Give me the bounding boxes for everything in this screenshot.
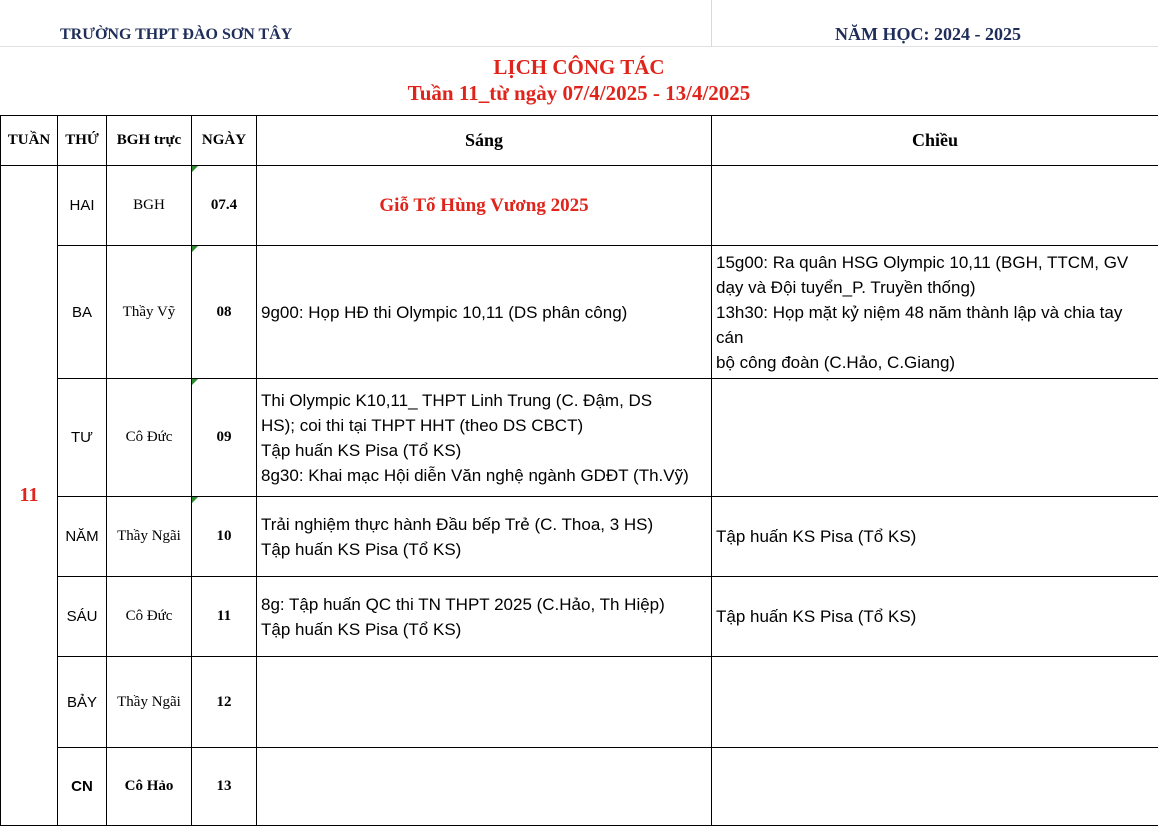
bgh-cell: Thầy Ngãi [107, 657, 192, 748]
header-divider [711, 0, 712, 46]
day-cell: BẢY [58, 657, 107, 748]
page-title: LỊCH CÔNG TÁC [0, 55, 1158, 80]
schedule-table [0, 115, 1158, 826]
table-row [1, 379, 1158, 497]
morning-cell [257, 657, 712, 748]
date-cell [192, 246, 257, 379]
col-header-week: TUẦN [1, 116, 58, 166]
date-cell [192, 497, 257, 577]
cell-marker [192, 246, 198, 252]
date-cell [192, 379, 257, 497]
bgh-cell: Cô Đức [107, 577, 192, 657]
table-header-row [1, 116, 1158, 166]
cell-marker [192, 379, 198, 385]
morning-line: 8g30: Khai mạc Hội diễn Văn nghệ ngành GDĐT (Th.Vỹ) [261, 463, 707, 488]
date-cell [192, 166, 257, 246]
date-cell [192, 657, 257, 748]
day-cell: CN [58, 748, 107, 826]
date-text: 08 [217, 304, 232, 320]
table-row [1, 497, 1158, 577]
col-header-bgh: BGH trực [107, 116, 192, 166]
cell-marker [192, 497, 198, 503]
afternoon-cell [712, 246, 1158, 379]
school-year: NĂM HỌC: 2024 - 2025 [835, 24, 1021, 45]
day-cell: NĂM [58, 497, 107, 577]
col-header-morning: Sáng [257, 116, 712, 166]
afternoon-cell [712, 657, 1158, 748]
afternoon-cell [712, 166, 1158, 246]
morning-cell [257, 497, 712, 577]
afternoon-line: Tập huấn KS Pisa (Tổ KS) [716, 604, 1154, 629]
afternoon-cell [712, 497, 1158, 577]
holiday-label: Giỗ Tổ Hùng Vương 2025 [379, 195, 588, 216]
date-text: 13 [217, 778, 232, 794]
date-text: 09 [217, 429, 232, 445]
table-row [1, 166, 1158, 246]
morning-line: Thi Olympic K10,11_ THPT Linh Trung (C. Đậm, DS [261, 388, 707, 413]
school-name: TRƯỜNG THPT ĐÀO SƠN TÂY [60, 26, 292, 44]
morning-cell [257, 379, 712, 497]
afternoon-cell [712, 577, 1158, 657]
morning-line: Trải nghiệm thực hành Đầu bếp Trẻ (C. Thoa, 3 HS) [261, 512, 707, 537]
cell-marker [192, 166, 198, 172]
afternoon-line: 13h30: Họp mặt kỷ niệm 48 năm thành lập và chia tay cán [716, 300, 1154, 350]
morning-cell [257, 166, 712, 246]
afternoon-line: 15g00: Ra quân HSG Olympic 10,11 (BGH, TTCM, GV [716, 250, 1154, 275]
morning-line: Tập huấn KS Pisa (Tổ KS) [261, 438, 707, 463]
day-cell: BA [58, 246, 107, 379]
bgh-cell: Thầy Ngãi [107, 497, 192, 577]
morning-line: 8g: Tập huấn QC thi TN THPT 2025 (C.Hảo, Th Hiệp) [261, 592, 707, 617]
afternoon-cell [712, 379, 1158, 497]
morning-line: Tập huấn KS Pisa (Tổ KS) [261, 617, 707, 642]
morning-cell [257, 577, 712, 657]
day-cell: SÁU [58, 577, 107, 657]
table-row [1, 577, 1158, 657]
col-header-date: NGÀY [192, 116, 257, 166]
table-row [1, 246, 1158, 379]
afternoon-line: bộ công đoàn (C.Hảo, C.Giang) [716, 350, 1154, 375]
table-row [1, 657, 1158, 748]
morning-line: HS); coi thi tại THPT HHT (theo DS CBCT) [261, 413, 707, 438]
day-cell: TƯ [58, 379, 107, 497]
day-cell: HAI [58, 166, 107, 246]
col-header-afternoon: Chiều [712, 116, 1158, 166]
bgh-cell: Cô Đức [107, 379, 192, 497]
date-text: 07.4 [211, 197, 237, 213]
afternoon-cell [712, 748, 1158, 826]
afternoon-line: Tập huấn KS Pisa (Tổ KS) [716, 524, 1154, 549]
morning-line: 9g00: Họp HĐ thi Olympic 10,11 (DS phân công) [261, 300, 707, 325]
morning-cell [257, 748, 712, 826]
table-row [1, 748, 1158, 826]
morning-line: Tập huấn KS Pisa (Tổ KS) [261, 537, 707, 562]
page-subtitle: Tuần 11_từ ngày 07/4/2025 - 13/4/2025 [0, 81, 1158, 106]
afternoon-line: dạy và Đội tuyển_P. Truyền thống) [716, 275, 1154, 300]
header-rule [0, 46, 1158, 47]
date-text: 12 [217, 694, 232, 710]
bgh-cell: Cô Hảo [107, 748, 192, 826]
morning-cell [257, 246, 712, 379]
date-text: 10 [217, 528, 232, 544]
bgh-cell: Thầy Vỹ [107, 246, 192, 379]
date-text: 11 [217, 608, 231, 624]
week-number: 11 [1, 166, 58, 826]
col-header-day: THỨ [58, 116, 107, 166]
bgh-cell: BGH [107, 166, 192, 246]
date-cell [192, 748, 257, 826]
date-cell [192, 577, 257, 657]
